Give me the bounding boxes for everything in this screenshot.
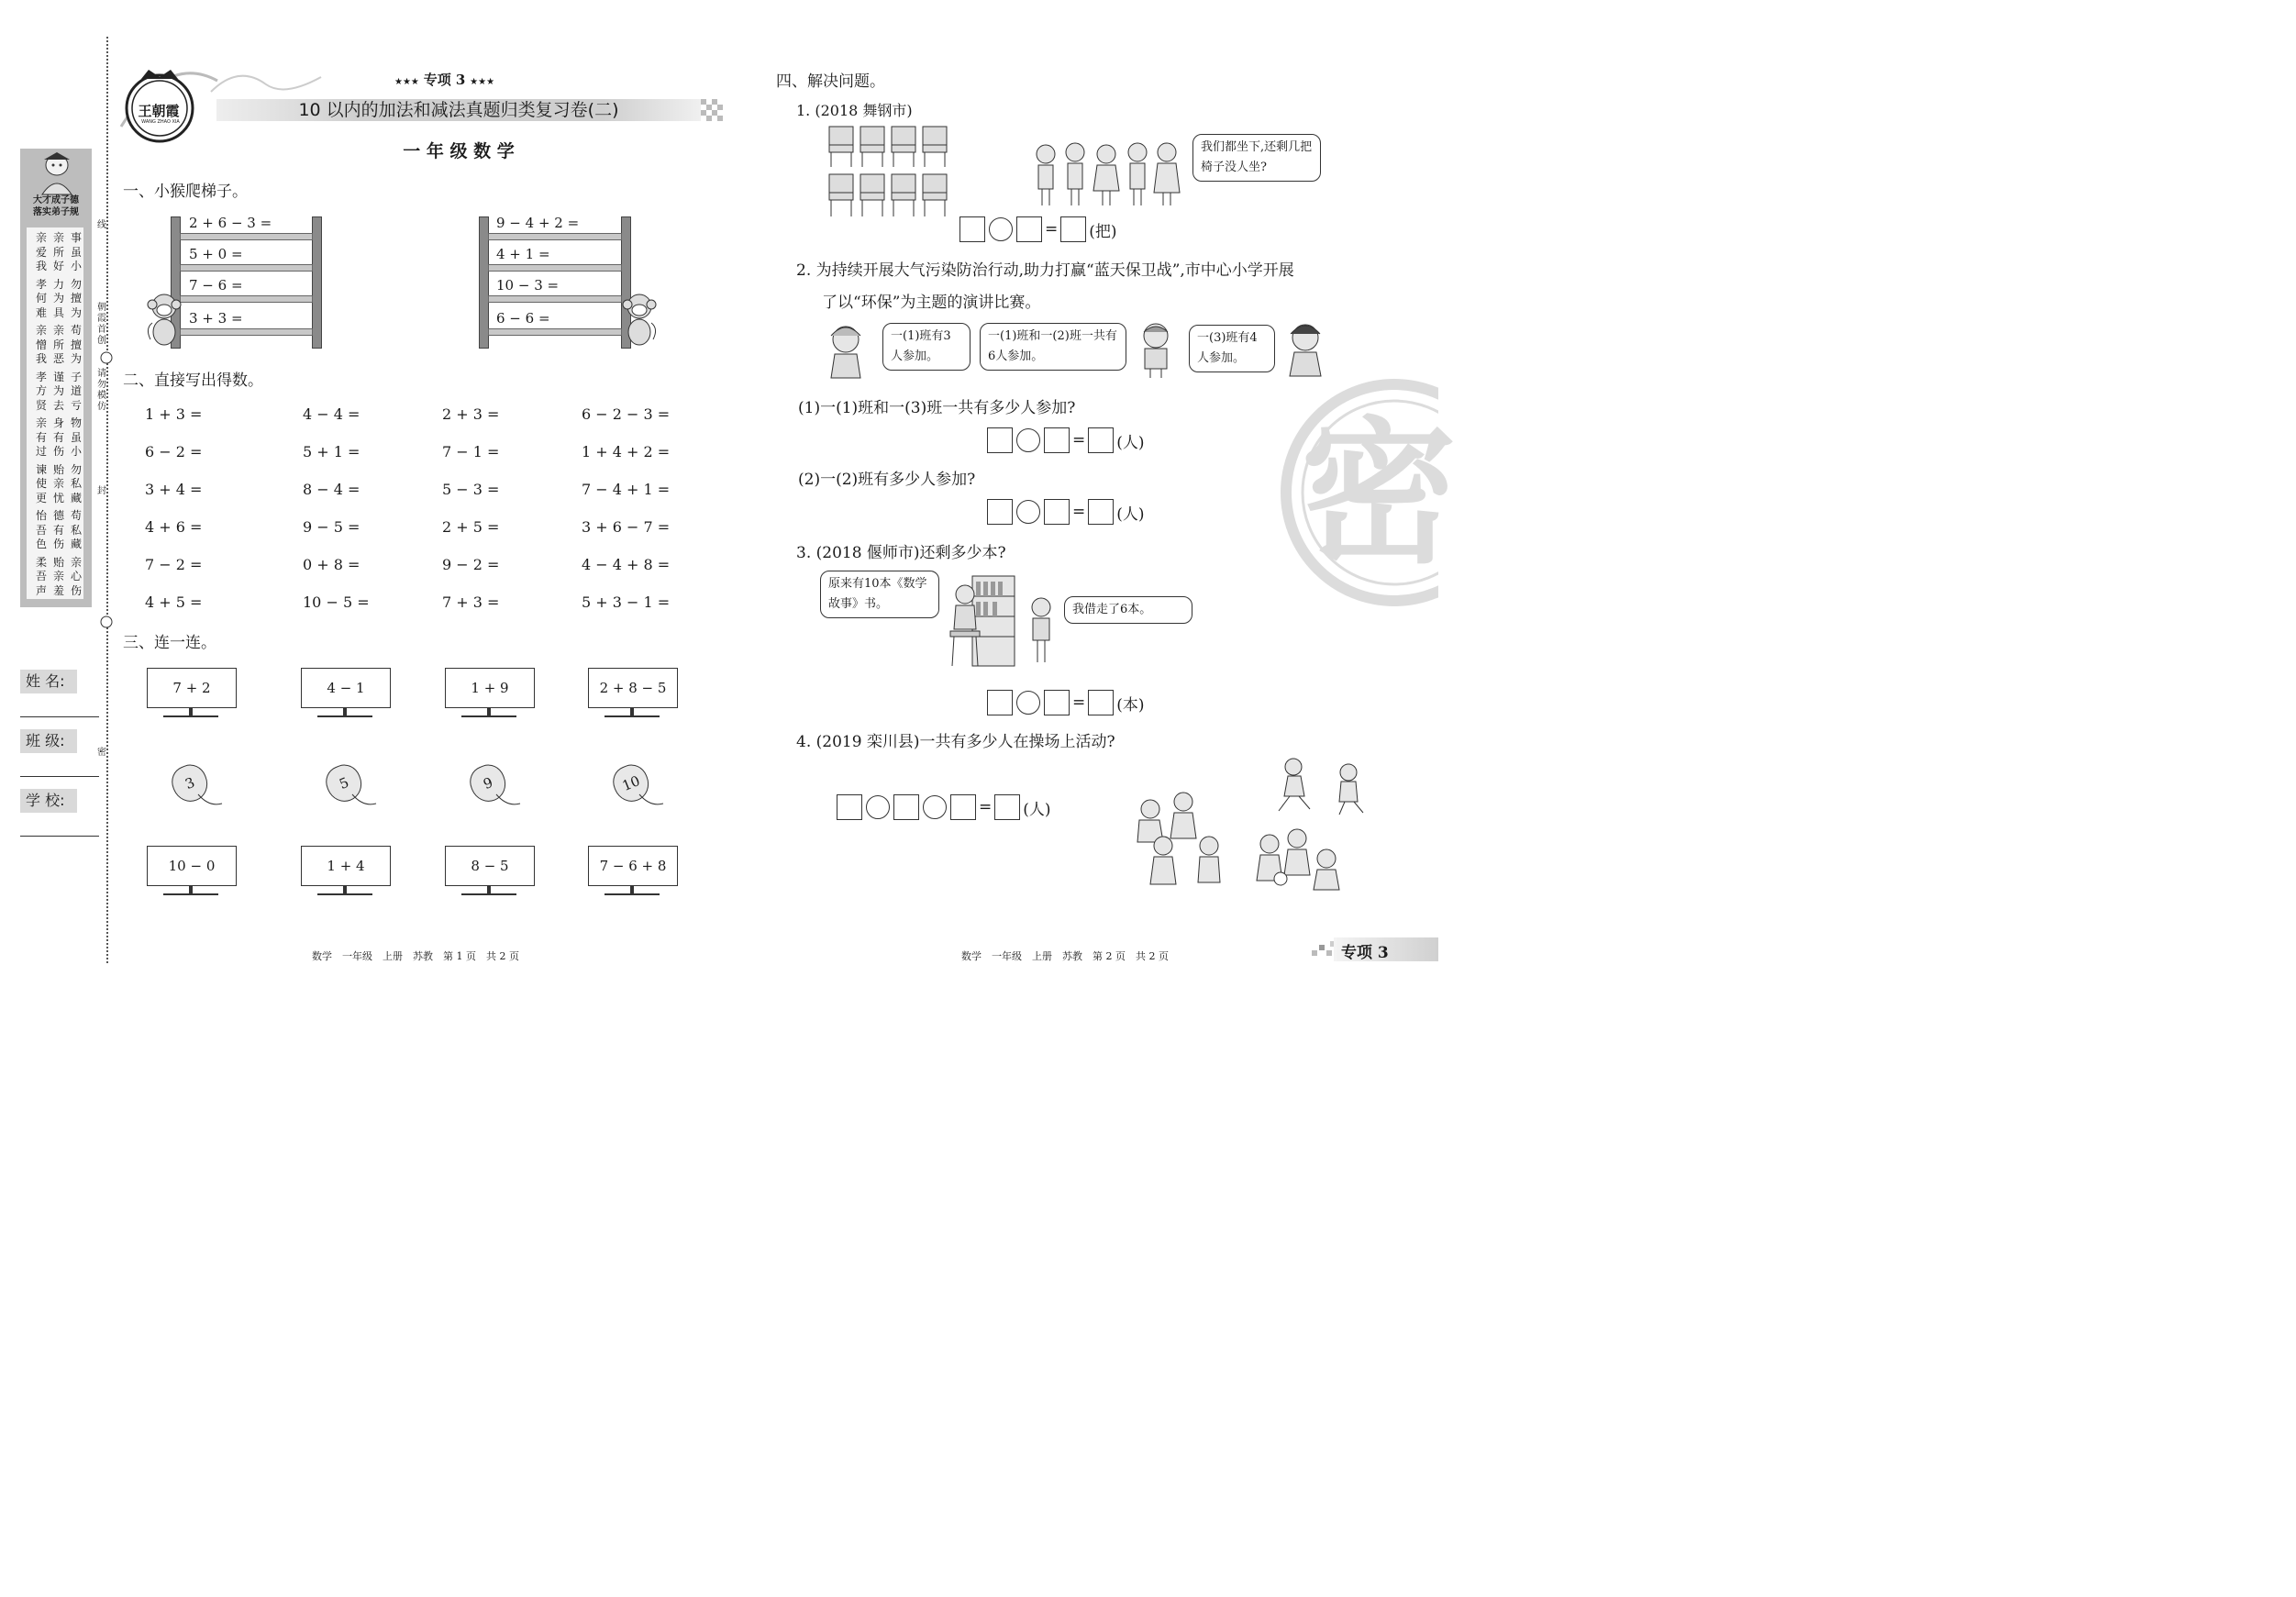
mouse-cable-icon: [196, 785, 224, 813]
ladder-rung: [180, 328, 313, 336]
stars-left-icon: ★★★: [394, 77, 419, 87]
name-field[interactable]: [20, 716, 99, 717]
q2-bubble-class1: 一(1)班有3人参加。: [882, 323, 971, 371]
section-3-title: 三、连一连。: [123, 634, 216, 652]
q3-unit: (本): [1116, 695, 1145, 715]
answer-box[interactable]: [950, 794, 976, 820]
motto-column: 贻亲羞: [52, 555, 64, 597]
operator-circle[interactable]: [989, 217, 1013, 241]
motto-title-line-1: 大才成子德: [33, 195, 79, 205]
motto-column: 苟私藏: [70, 509, 82, 550]
monitor-base: [163, 715, 218, 717]
motto-column: 柔吾声: [35, 555, 47, 597]
bookshelf-girl-illustration: [945, 572, 1018, 670]
school-field[interactable]: [20, 836, 99, 837]
q1-answer-row: = (把): [959, 216, 1120, 242]
q2-bubble-class3: 一(3)班有4人参加。: [1189, 325, 1275, 372]
motto-column: 孝何难: [35, 277, 47, 319]
monitor-stand: [343, 886, 347, 893]
arithmetic-problem: 0 + 8 =: [303, 556, 360, 573]
arithmetic-problem: 1 + 3 =: [145, 405, 203, 423]
motto-column: 勿擅为: [70, 277, 82, 319]
binding-line: [106, 37, 108, 963]
ladder-rung: [180, 295, 313, 303]
girl-icon: [822, 323, 873, 380]
ladder-right-problem: 6 − 6 =: [496, 310, 550, 327]
answer-box[interactable]: [987, 427, 1013, 453]
motto-column: 亲心伤: [70, 555, 82, 597]
arithmetic-problem: 1 + 4 + 2 =: [582, 443, 671, 460]
ladder-rung: [488, 295, 622, 303]
ladder-rung: [180, 233, 313, 240]
motto-column: 亲所好: [52, 231, 64, 272]
motto-title-line-2: 落实弟子规: [33, 207, 79, 217]
checker-decoration-icon: [701, 99, 723, 121]
ladder-right-problem: 10 − 3 =: [496, 277, 560, 294]
arithmetic-problem: 8 − 4 =: [303, 481, 360, 498]
boy-icon: [1026, 596, 1057, 664]
answer-box[interactable]: [987, 499, 1013, 525]
motto-column: 身有伤: [52, 416, 64, 458]
motto-column: 子道亏: [70, 370, 82, 412]
boy-icon: [1136, 321, 1176, 380]
q2-2-answer-row: = (人): [987, 499, 1148, 525]
answer-box[interactable]: [994, 794, 1020, 820]
q3-bubble-boy: 我借走了6本。: [1064, 596, 1192, 624]
mouse-number[interactable]: 5: [321, 760, 367, 806]
mouse-number[interactable]: 9: [465, 760, 511, 806]
arithmetic-problem: 4 − 4 =: [303, 405, 360, 423]
operator-circle[interactable]: [923, 795, 947, 819]
answer-box[interactable]: [987, 690, 1013, 715]
arithmetic-problem: 6 − 2 =: [145, 443, 203, 460]
motto-column: 事虽小: [70, 231, 82, 272]
answer-box[interactable]: [959, 216, 985, 242]
bottom-monitor-expression[interactable]: 1 + 4: [301, 846, 391, 886]
motto-column: 孝方贤: [35, 370, 47, 412]
mouse-cable-icon: [638, 785, 665, 813]
top-monitor-expression[interactable]: 4 − 1: [301, 668, 391, 708]
arithmetic-problem: 4 + 6 =: [145, 518, 203, 536]
q3-answer-row: = (本): [987, 690, 1148, 715]
school-label: 学 校:: [20, 789, 77, 813]
page-title: 10 以内的加法和减法真题归类复习卷(二): [298, 100, 619, 120]
mouse-cable-icon: [350, 785, 378, 813]
name-label: 姓 名:: [20, 670, 77, 693]
answer-box[interactable]: [1088, 427, 1114, 453]
logo-pinyin: WANG ZHAO XIA: [141, 119, 180, 125]
ladder-left-rail: [312, 216, 322, 349]
motto-column: 亲有过: [35, 416, 47, 458]
q2-2-unit: (人): [1116, 505, 1145, 524]
operator-circle[interactable]: [866, 795, 890, 819]
stars-right-icon: ★★★: [470, 77, 495, 87]
arithmetic-problem: 3 + 6 − 7 =: [582, 518, 671, 536]
mouse-number[interactable]: 10: [608, 760, 654, 806]
q1-speech-bubble: 我们都坐下,还剩几把椅子没人坐?: [1192, 134, 1321, 182]
answer-box[interactable]: [1044, 499, 1070, 525]
arithmetic-problem: 7 − 4 + 1 =: [582, 481, 671, 498]
children-group-illustration: [1031, 138, 1183, 209]
logo-text: 王朝霞: [138, 103, 180, 119]
monitor-stand: [487, 886, 491, 893]
arithmetic-problem: 7 + 3 =: [442, 593, 500, 611]
answer-box[interactable]: [1060, 216, 1086, 242]
arithmetic-problem: 3 + 4 =: [145, 481, 203, 498]
motto-column: 贻亲忧: [52, 462, 64, 505]
arithmetic-problem: 10 − 5 =: [303, 593, 370, 611]
monitor-base: [461, 715, 516, 717]
ladder-rung: [180, 264, 313, 272]
arithmetic-problem: 7 − 2 =: [145, 556, 203, 573]
motto-column: 勿私藏: [70, 462, 82, 505]
section-1-title: 一、小猴爬梯子。: [123, 183, 248, 201]
top-monitor-expression[interactable]: 7 + 2: [147, 668, 237, 708]
operator-circle[interactable]: [1016, 428, 1040, 452]
q1-label: 1. (2018 舞钢市): [796, 102, 913, 119]
arithmetic-problem: 5 − 3 =: [442, 481, 500, 498]
monitor-stand: [189, 708, 193, 715]
answer-box[interactable]: [837, 794, 862, 820]
q2-1-unit: (人): [1116, 433, 1145, 452]
vertical-note-xian: 线: [97, 220, 106, 230]
binding-hole-icon: [99, 350, 114, 365]
monitor-base: [605, 715, 660, 717]
monitor-stand: [343, 708, 347, 715]
bottom-monitor-expression[interactable]: 8 − 5: [445, 846, 535, 886]
q4-unit: (人): [1023, 800, 1051, 819]
mouse-number[interactable]: 3: [167, 760, 213, 806]
answer-box[interactable]: [1044, 690, 1070, 715]
arithmetic-problem: 2 + 5 =: [442, 518, 500, 536]
q2-subquestion-1: (1)一(1)班和一(3)班一共有多少人参加?: [798, 399, 1076, 417]
arithmetic-problem: 5 + 3 − 1 =: [582, 593, 671, 611]
corner-label: 专项 3: [1341, 944, 1389, 962]
motto-column: 谏使更: [35, 462, 47, 505]
page-subtitle: 一 年 级 数 学: [403, 141, 515, 161]
q2-text-line-2: 了以“环保”为主题的演讲比赛。: [822, 294, 1041, 312]
operator-circle[interactable]: [1016, 691, 1040, 715]
series-label: 专项 3: [423, 72, 466, 88]
answer-box[interactable]: [1088, 690, 1114, 715]
motto-column: 谨为去: [52, 370, 64, 412]
motto-column: 亲爱我: [35, 231, 47, 272]
q3-bubble-girl: 原来有10本《数学故事》书。: [820, 571, 939, 618]
ladder-rung: [488, 264, 622, 272]
motto-column: 亲所恶: [52, 324, 64, 365]
class-field[interactable]: [20, 776, 99, 777]
monitor-stand: [487, 708, 491, 715]
ladder-rung: [488, 233, 622, 240]
answer-box[interactable]: [1016, 216, 1042, 242]
series-heading: [394, 70, 494, 89]
q1-unit: (把): [1089, 222, 1117, 241]
q4-label: 4. (2019 栾川县)一共有多少人在操场上活动?: [796, 733, 1115, 751]
ribbon-decoration-icon: [202, 64, 330, 101]
monitor-base: [317, 715, 372, 717]
ladder-left-problem: 2 + 6 − 3 =: [189, 215, 272, 231]
vertical-note-feng: 封: [97, 486, 106, 496]
answer-box[interactable]: [1044, 427, 1070, 453]
q3-label: 3. (2018 偃师市)还剩多少本?: [796, 544, 1006, 562]
q2-text-line-1: 2. 为持续开展大气污染防治行动,助力打赢“蓝天保卫战”,市中心小学开展: [796, 261, 1294, 280]
q2-subquestion-2: (2)一(2)班有多少人参加?: [798, 471, 976, 489]
girl-icon: [1281, 321, 1330, 380]
section-4-title: 四、解决问题。: [776, 72, 885, 91]
playground-children-illustration: [1123, 756, 1376, 893]
mascot-icon: [31, 152, 83, 196]
monitor-base: [605, 893, 660, 895]
footer-right: 数学 一年级 上册 苏教 第 2 页 共 2 页: [961, 950, 1169, 962]
monitor-base: [461, 893, 516, 895]
ladder-right-problem: 9 − 4 + 2 =: [496, 215, 580, 231]
motto-column: 亲憎我: [35, 324, 47, 365]
answer-box[interactable]: [893, 794, 919, 820]
class-label: 班 级:: [20, 729, 77, 753]
secret-stamp-char: 密: [1301, 402, 1458, 585]
q4-answer-row: = (人): [837, 794, 1054, 820]
monitor-stand: [630, 886, 634, 893]
ladder-left-problem: 3 + 3 =: [189, 310, 243, 327]
motto-column: 苟擅为: [70, 324, 82, 365]
q2-bubble-class1-2: 一(1)班和一(2)班一共有6人参加。: [980, 323, 1126, 371]
arithmetic-problem: 4 + 5 =: [145, 593, 203, 611]
arithmetic-problem: 6 − 2 − 3 =: [582, 405, 671, 423]
monitor-base: [317, 893, 372, 895]
operator-circle[interactable]: [1016, 500, 1040, 524]
binding-hole-icon: [99, 615, 114, 629]
arithmetic-problem: 5 + 1 =: [303, 443, 360, 460]
vertical-note-mi: 密: [97, 748, 106, 758]
motto-column: 力为具: [52, 277, 64, 319]
bottom-monitor-expression[interactable]: 7 − 6 + 8: [588, 846, 678, 886]
motto-title: [22, 194, 90, 218]
top-monitor-expression[interactable]: 2 + 8 − 5: [588, 668, 678, 708]
vertical-note-zhaoxia: 朝霞首创: [97, 303, 106, 346]
top-monitor-expression[interactable]: 1 + 9: [445, 668, 535, 708]
vertical-note-qingwu: 请勿模仿: [97, 369, 106, 412]
monitor-stand: [630, 708, 634, 715]
ladder-left-problem: 5 + 0 =: [189, 246, 243, 262]
monitor-base: [163, 893, 218, 895]
arithmetic-problem: 4 − 4 + 8 =: [582, 556, 671, 573]
footer-left: 数学 一年级 上册 苏教 第 1 页 共 2 页: [312, 950, 519, 962]
arithmetic-problem: 2 + 3 =: [442, 405, 500, 423]
monitor-stand: [189, 886, 193, 893]
section-2-title: 二、直接写出得数。: [123, 372, 263, 390]
motto-column: 德有伤: [52, 509, 64, 550]
arithmetic-problem: 7 − 1 =: [442, 443, 500, 460]
arithmetic-problem: 9 − 5 =: [303, 518, 360, 536]
chairs-illustration: [826, 125, 950, 220]
arithmetic-problem: 9 − 2 =: [442, 556, 500, 573]
motto-column: 物虽小: [70, 416, 82, 458]
motto-column: 怡吾色: [35, 509, 47, 550]
monkey-icon: [620, 292, 659, 349]
q2-1-answer-row: = (人): [987, 427, 1148, 453]
bottom-monitor-expression[interactable]: 10 − 0: [147, 846, 237, 886]
ladder-right-problem: 4 + 1 =: [496, 246, 550, 262]
answer-box[interactable]: [1088, 499, 1114, 525]
monkey-icon: [145, 292, 183, 349]
ladder-rung: [488, 328, 622, 336]
mouse-cable-icon: [494, 785, 522, 813]
ladder-left-problem: 7 − 6 =: [189, 277, 243, 294]
